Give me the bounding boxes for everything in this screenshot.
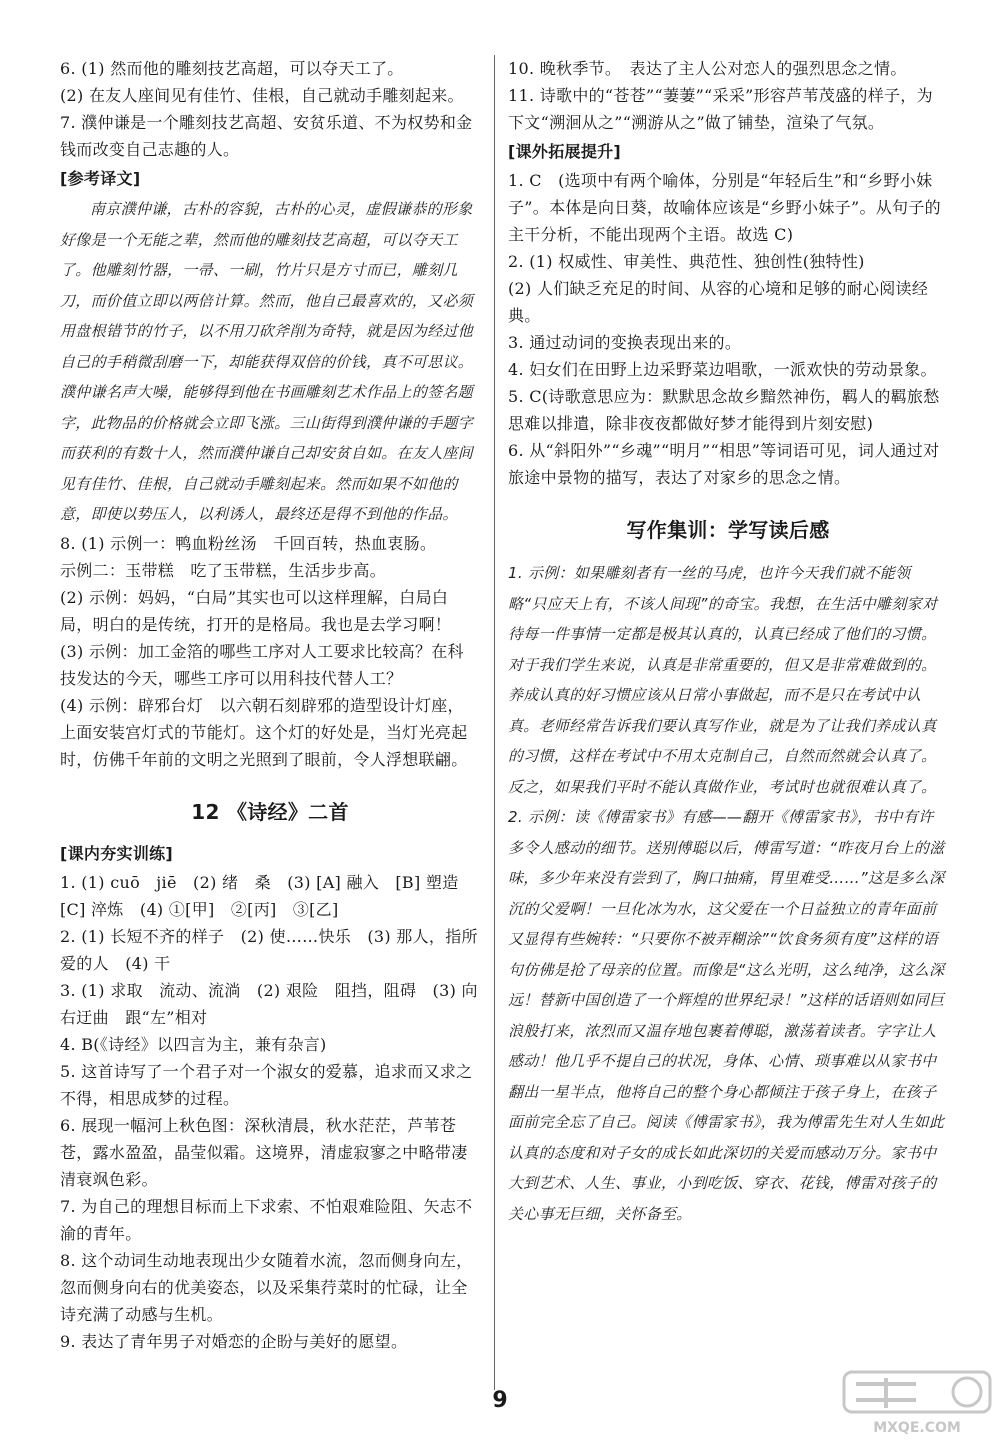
- answer-8-4: (4) 示例：辟邪台灯 以六朝石刻辟邪的造型设计灯座，上面安装宫灯式的节能灯。这个灯的好处是，当灯光亮起时，仿佛千年前的文明之光照到了眼前，令人浮想联翩。: [60, 695, 468, 769]
- answer-8-3: (3) 示例：加工金箔的哪些工序对人工要求比较高？在科技发达的今天，哪些工序可以用科技代替人工？: [60, 641, 464, 688]
- watermark-logo: [842, 1370, 992, 1436]
- answer-8-1b: 示例二：玉带糕 吃了玉带糕，生活步步高。: [60, 560, 387, 580]
- e-answer-6: 6. 从“斜阳外”“乡魂”“明月”“相思”等词语可见，词人通过对旅途中景物的描写，表达了对家乡的思念之情。: [508, 441, 940, 487]
- answer-10: 10. 晚秋季节。 表达了主人公对恋人的强烈思念之情。: [508, 59, 907, 78]
- k-answer-8: 8. 这个动词生动地表现出少女随着水流，忽而侧身向左，忽而侧身向右的优美姿态，以及采集荇菜时的忙碌，让全诗充满了动感与生机。: [60, 1250, 473, 1324]
- section-extension: [课外拓展提升]: [508, 142, 622, 161]
- e-answer-2-1: 2. (1) 权威性、审美性、典范性、独创性(独特性): [508, 252, 865, 271]
- translation-handwritten: [60, 194, 480, 530]
- k-answer-1: 1. (1) cuō jiē (2) 绪 桑 (3) [A] 融入 [B] 塑造 [C] 淬炼 (4) ①[甲] ②[丙] ③[乙]: [60, 872, 475, 919]
- k-answer-4: 4. B(《诗经》以四言为主，兼有杂言): [60, 1034, 327, 1054]
- writing-handwritten: [508, 558, 948, 1229]
- k-answer-6: 6. 展现一幅河上秋色图：深秋清晨，秋水茫茫，芦苇苍苍，露水盈盈，晶莹似霜。这境界，清虚寂寥之中略带凄清衰飒色彩。: [60, 1115, 468, 1189]
- column-divider: [494, 55, 495, 1390]
- k-answer-9: 9. 表达了青年男子对婚恋的企盼与美好的愿望。: [60, 1331, 408, 1351]
- e-answer-4: 4. 妇女们在田野上边采野菜边唱歌，一派欢快的劳动景象。: [508, 360, 937, 379]
- answer-6-2: (2) 在友人座间见有佳竹、佳根，自己就动手雕刻起来。: [60, 86, 464, 105]
- e-answer-2-2: (2) 人们缺乏充足的时间、从容的心境和足够的耐心阅读经典。: [508, 279, 929, 325]
- svg-text:MXQE.COM: MXQE.COM: [873, 1420, 961, 1436]
- answer-8-1a: 8. (1) 示例一：鸭血粉丝汤 千回百转，热血衷肠。: [60, 533, 437, 553]
- lesson-12-title: 12 《诗经》二首: [191, 799, 349, 824]
- k-answer-7: 7. 为自己的理想目标而上下求索、不怕艰难险阻、矢志不渝的青年。: [60, 1196, 473, 1243]
- k-answer-5: 5. 这首诗写了一个君子对一个淑女的爱慕，追求而又求之不得，相思成梦的过程。: [60, 1061, 473, 1108]
- e-answer-5: 5. C(诗歌意思应为：默默思念故乡黯然神伤，羁人的羁旅愁思难以排遣，除非夜夜都做好梦才能得到片刻安慰): [508, 387, 940, 433]
- writing-answer-2: 2. 示例：读《傅雷家书》有感——翻开《傅雷家书》，书中有许多令人感动的细节。送别傅聪以后，傅雷写道：“昨夜月台上的滋味，多少年来没有尝到了，胸口抽痛，胃里难受……”这是多么深沉的父爱啊！一旦化冰为水，这父爱在一个日益独立的青年面前又显得有些婉转：“只要你不被弄糊涂”“饮食务须有度”这样的语句仿佛是抢了母亲的位置。而像是“这么光明，这么纯净，这么深远！替新中国创造了一个辉煌的世界纪录！”这样的话语则如同巨浪般打来，浓烈而又温存地包裹着傅聪，激荡着读者。字字让人感动！他几乎不提自己的状况，身体、心情、琐事难以从家书中翻出一星半点，他将自己的整个身心都倾注于孩子身上，在孩子面前完全忘了自己。阅读《傅雷家书》，我为傅雷先生对人生如此认真的态度和对子女的成长如此深切的关爱而感动万分。家书中大到艺术、人生、事业，小到吃饭、穿衣、花钱，傅雷对孩子的关心事无巨细，关怀备至。: [508, 808, 945, 1223]
- answer-11: 11. 诗歌中的“苍苍”“萋萋”“采采”形容芦苇茂盛的样子，为下文“溯洄从之”“溯游从之”做了铺垫，渲染了气氛。: [508, 86, 933, 132]
- translation-text: 南京濮仲谦，古朴的容貌，古朴的心灵，虚假谦恭的形象好像是一个无能之辈，然而他的雕刻技艺高超，可以夺天工了。他雕刻竹器，一帚、一刷，竹片只是方寸而已，雕刻几刀，而价值立即以两倍计算。然而，他自己最喜欢的，又必须用盘根错节的竹子，以不用刀砍斧削为奇特，就是因为经过他自己的手稍微刮磨一下，却能获得双倍的价钱，真不可思议。濮仲谦名声大噪，能够得到他在书画雕刻艺术作品上的签名题字，此物品的价格就会立即飞涨。三山街得到濮仲谦的手题字而获利的有数十人，然而濮仲谦自己却安贫自如。在友人座间见有佳竹、佳根，自己就动手雕刻起来。然而如果不如他的意，即使以势压人，以利诱人，最终还是得不到他的作品。: [60, 200, 474, 523]
- answer-6-1: 6. (1) 然而他的雕刻技艺高超，可以夺天工了。: [60, 59, 404, 78]
- k-answer-2: 2. (1) 长短不齐的样子 (2) 使……快乐 (3) 那人，指所爱的人 (4) 干: [60, 926, 478, 973]
- e-answer-3: 3. 通过动词的变换表现出来的。: [508, 333, 742, 352]
- section-reference-translation: [参考译文]: [60, 169, 141, 188]
- left-column: [60, 55, 480, 1355]
- section-in-class: [课内夯实训练]: [60, 843, 174, 863]
- page-number: 9: [492, 1388, 508, 1413]
- writing-title: 写作集训：学写读后感: [626, 518, 830, 542]
- right-column: [508, 55, 948, 1229]
- answer-7: 7. 濮仲谦是一个雕刻技艺高超、安贫乐道、不为权势和金钱而改变自己志趣的人。: [60, 113, 473, 159]
- e-answer-1: 1. C (选项中有两个喻体，分别是“年轻后生”和“乡野小妹子”。本体是向日葵，故喻体应该是“乡野小妹子”。从句子的主干分析，不能出现两个主语。故选 C): [508, 171, 941, 244]
- writing-answer-1: 1. 示例：如果雕刻者有一丝的马虎，也许今天我们就不能领略“只应天上有，不该人间现”的奇宝。我想，在生活中雕刻家对待每一件事情一定都是极其认真的，认真已经成了他们的习惯。对于我们学生来说，认真是非常重要的，但又是非常难做到的。养成认真的好习惯应该从日常小事做起，而不是只在考试中认真。老师经常告诉我们要认真写作业，就是为了让我们养成认真的习惯，这样在考试中不用太克制自己，自然而然就会认真了。反之，如果我们平时不能认真做作业，考试时也就很难认真了。: [508, 564, 938, 796]
- k-answer-3: 3. (1) 求取 流动、流淌 (2) 艰险 阻挡，阻碍 (3) 向右迂曲 跟“左”相对: [60, 980, 478, 1027]
- answer-8-2: (2) 示例：妈妈，“白局”其实也可以这样理解，白局白局，明白的是传统，打开的是格局。我也是去学习啊！: [60, 587, 452, 634]
